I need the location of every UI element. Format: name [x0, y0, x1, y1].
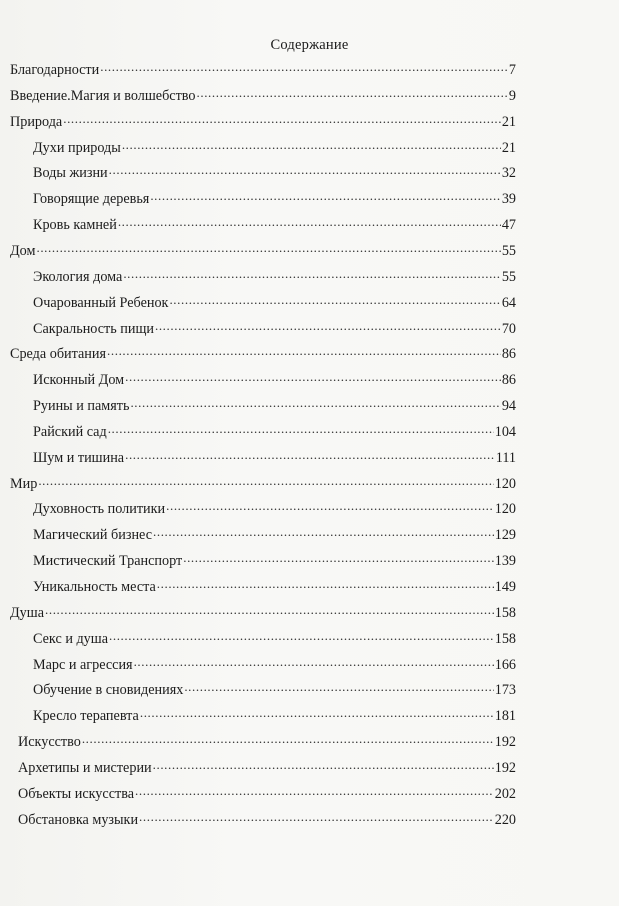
- toc-entry-page: 129: [494, 527, 516, 544]
- toc-entry-page: 104: [494, 423, 516, 440]
- toc-entry-page: 70: [501, 320, 516, 337]
- dot-leader: [155, 316, 501, 336]
- dot-leader: [109, 160, 501, 180]
- toc-entry: [33, 370, 516, 390]
- toc-entry-page: 21: [501, 113, 516, 130]
- dot-leader: [125, 367, 501, 387]
- dot-leader: [109, 626, 494, 646]
- toc-entry-title: Объекты искусства: [18, 785, 135, 802]
- dot-leader: [118, 212, 501, 232]
- toc-entry: [18, 810, 516, 830]
- toc-entry: [33, 629, 516, 649]
- dot-leader: [123, 264, 500, 284]
- toc-entry-page: 202: [494, 785, 516, 802]
- dot-leader: [153, 522, 494, 542]
- toc-entry-page: 139: [494, 553, 516, 570]
- toc-entry: [33, 422, 516, 442]
- toc-entry: [33, 163, 516, 183]
- dot-leader: [135, 781, 494, 801]
- dot-leader: [184, 677, 493, 697]
- dot-leader: [150, 186, 500, 206]
- toc-entry-title: Говорящие деревья: [33, 191, 150, 208]
- toc-entry-page: 120: [494, 475, 516, 492]
- dot-leader: [36, 238, 500, 258]
- toc-entry: [33, 551, 516, 571]
- dot-leader: [166, 496, 494, 516]
- toc-entry-page: 55: [501, 242, 516, 259]
- toc-entry-page: 120: [494, 501, 516, 518]
- toc-entry: [18, 758, 516, 778]
- toc-entry: [10, 241, 516, 261]
- toc-entry-title: Благодарности: [10, 62, 100, 78]
- toc-entry-title: Дом: [10, 242, 36, 259]
- toc-entry: [33, 396, 516, 416]
- toc-entry-title: Мистический Транспорт: [33, 553, 183, 570]
- toc-entry-title: Архетипы и мистерии: [18, 759, 152, 776]
- toc-entry-page: 181: [494, 708, 516, 725]
- toc-entry: [33, 319, 516, 339]
- toc-entry: [33, 577, 516, 597]
- toc-entry: [10, 60, 516, 80]
- toc-entry: [33, 499, 516, 519]
- toc-entry-page: 94: [501, 398, 516, 415]
- toc-entry-page: 158: [494, 630, 516, 647]
- toc-entry-page: 7: [508, 62, 516, 78]
- toc-entry-page: 192: [494, 759, 516, 776]
- toc-entry-page: 21: [501, 139, 516, 156]
- toc-entry: [18, 784, 516, 804]
- toc-entry-title: Искусство: [18, 734, 81, 751]
- toc-entry-title: Шум и тишина: [33, 449, 125, 466]
- dot-leader: [38, 471, 493, 491]
- dot-leader: [108, 419, 494, 439]
- toc-entry-title: Кресло терапевта: [33, 708, 139, 725]
- toc-entry-page: 192: [494, 734, 516, 751]
- dot-leader: [197, 83, 508, 103]
- toc-entry-title: Райский сад: [33, 423, 107, 440]
- toc-entry: [10, 603, 516, 623]
- toc-entry: [10, 344, 516, 364]
- toc-entry: [33, 215, 516, 235]
- toc-entry-title: Душа: [10, 604, 44, 621]
- toc-entry-title: Мир: [10, 475, 38, 492]
- toc-entry: [33, 448, 516, 468]
- toc-entry-title: Воды жизни: [33, 165, 108, 182]
- toc-entry: [10, 474, 516, 494]
- toc-entry-title: Духи природы: [33, 139, 121, 156]
- toc-entry-title: Магический бизнес: [33, 527, 152, 544]
- toc-entry-page: 149: [494, 579, 516, 595]
- dot-leader: [122, 135, 501, 155]
- toc-entry: [33, 293, 516, 313]
- dot-leader: [100, 57, 508, 77]
- toc-entry-page: 64: [501, 294, 516, 311]
- toc-entry: [18, 732, 516, 752]
- toc-entry-page: 111: [495, 449, 516, 466]
- toc-entry-title: Обучение в сновидениях: [33, 682, 184, 699]
- toc-entry-page: 220: [494, 811, 516, 828]
- toc-entry-title: Среда обитания: [10, 346, 107, 363]
- toc-entry-title: Обстановка музыки: [18, 811, 139, 828]
- toc-entry: [33, 525, 516, 545]
- toc-entry-title: Сакральность пищи: [33, 320, 154, 337]
- toc-entry-title: Секс и душа: [33, 630, 108, 647]
- toc-entry: [33, 706, 516, 726]
- dot-leader: [107, 341, 501, 361]
- toc-entry-title: Природа: [10, 113, 63, 130]
- toc-entry: [33, 138, 516, 158]
- toc-entry: [33, 680, 516, 700]
- toc-entry-page: 86: [501, 346, 516, 363]
- toc-entry-title: Очарованный Ребенок: [33, 294, 169, 311]
- toc-entry-page: 39: [501, 191, 516, 208]
- toc-entry-title: Введение.Магия и волшебство: [10, 87, 196, 104]
- toc-entry-title: Кровь камней: [33, 217, 117, 234]
- toc-entry-page: 166: [494, 656, 516, 673]
- toc-entry: [33, 655, 516, 675]
- toc-entry-title: Духовность политики: [33, 501, 166, 518]
- dot-leader: [130, 393, 500, 413]
- dot-leader: [183, 548, 494, 568]
- dot-leader: [157, 574, 494, 594]
- toc-entry-page: 32: [501, 165, 516, 182]
- toc-entry-title: Экология дома: [33, 268, 123, 285]
- dot-leader: [140, 703, 494, 723]
- toc-entry-page: 47: [501, 217, 516, 234]
- dot-leader: [125, 445, 495, 465]
- toc-entry: [10, 86, 516, 106]
- toc-entry-page: 55: [501, 268, 516, 285]
- toc-entry-title: Руины и память: [33, 398, 130, 415]
- toc-entry-page: 158: [494, 604, 516, 621]
- toc-entry: [33, 189, 516, 209]
- dot-leader: [134, 652, 494, 672]
- toc-entry-title: Уникальность места: [33, 579, 156, 595]
- toc-entry-title: Марс и агрессия: [33, 656, 133, 673]
- toc-entry-page: 86: [501, 372, 516, 389]
- toc-entry: [10, 112, 516, 132]
- dot-leader: [169, 290, 500, 310]
- dot-leader: [82, 729, 494, 749]
- dot-leader: [45, 600, 494, 620]
- toc-entry: [33, 267, 516, 287]
- toc-entry-page: 173: [494, 682, 516, 699]
- toc-entry-page: 9: [508, 87, 516, 104]
- dot-leader: [63, 109, 501, 129]
- dot-leader: [153, 755, 494, 775]
- toc-entry-title: Исконный Дом: [33, 372, 125, 389]
- dot-leader: [139, 807, 494, 827]
- contents-heading: Содержание: [270, 37, 349, 53]
